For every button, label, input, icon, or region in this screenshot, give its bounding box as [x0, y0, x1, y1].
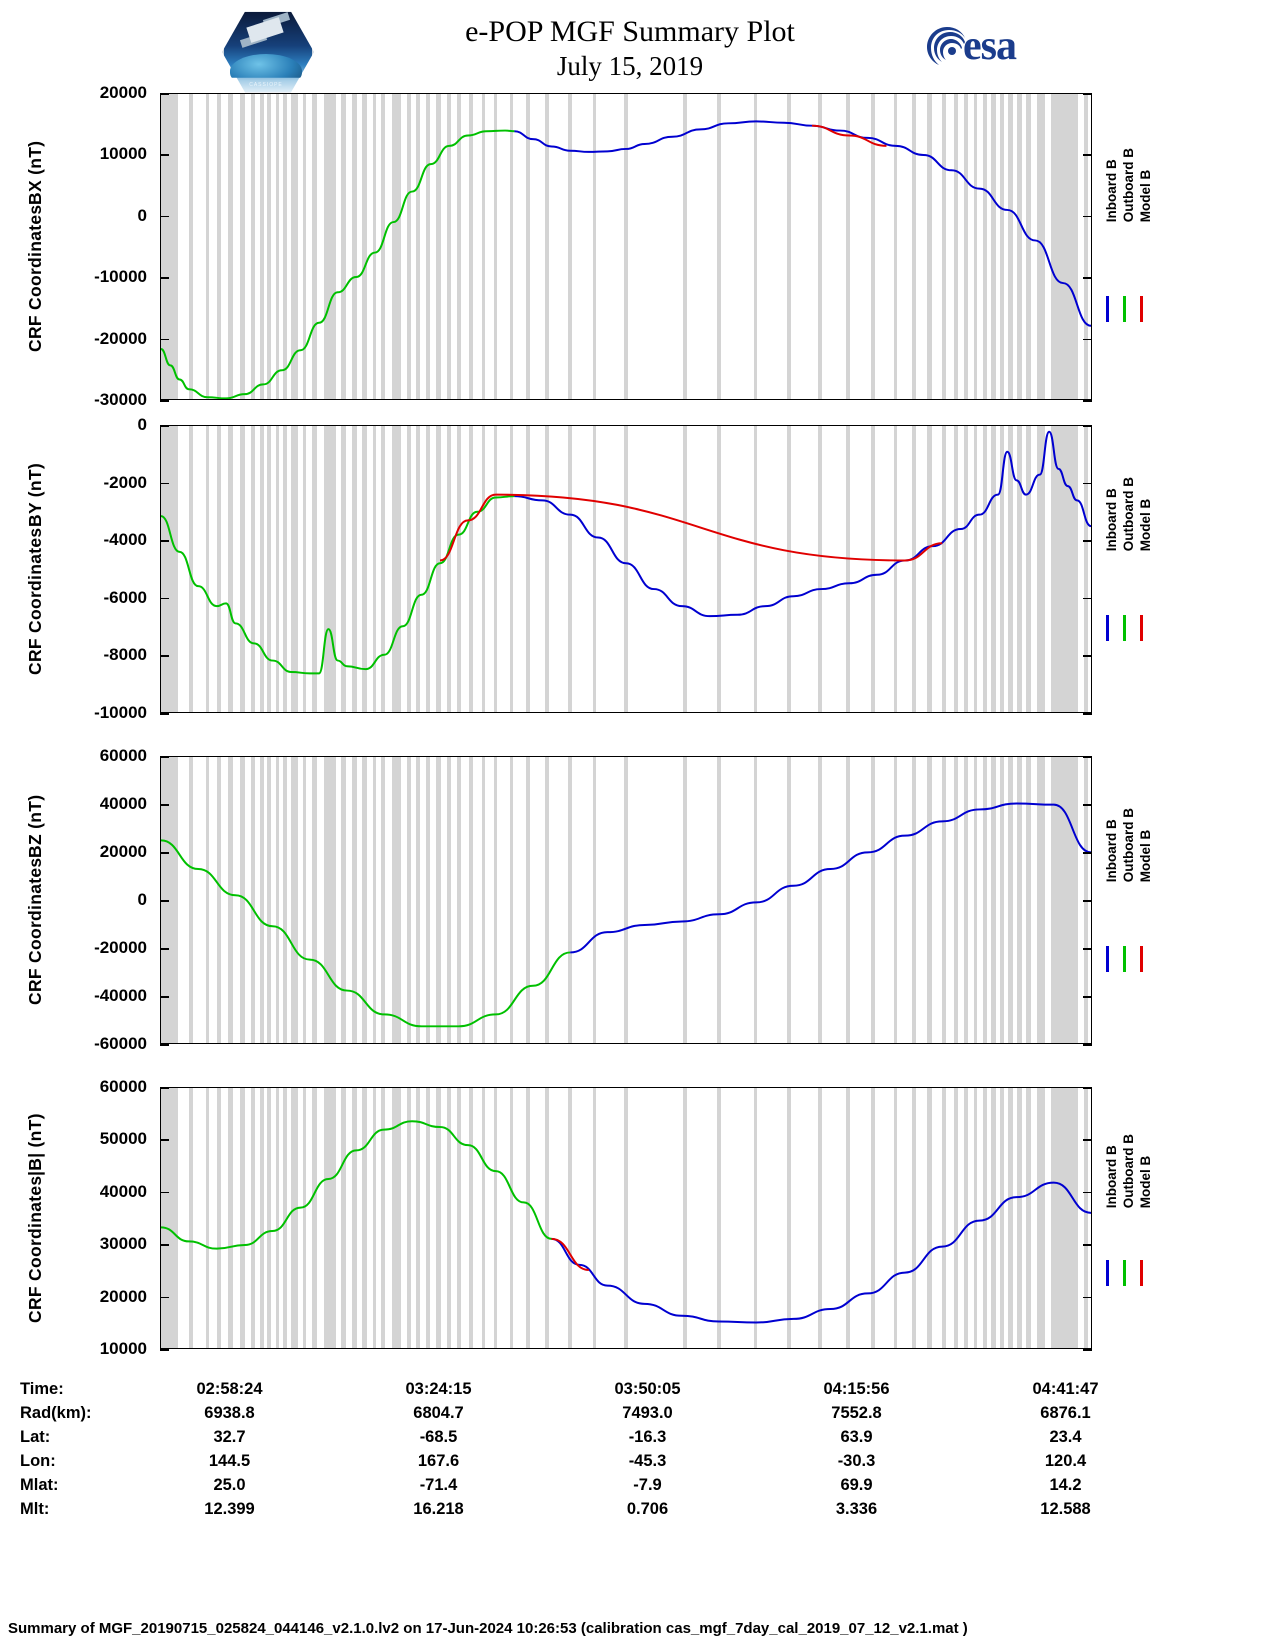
y-axis-tick-label: 50000 [99, 1129, 147, 1149]
ephemeris-row-label: Rad(km): [20, 1403, 92, 1422]
y-axis-tick-mark [1083, 216, 1092, 218]
y-axis-tick-label: 0 [137, 205, 147, 225]
ephemeris-row [20, 1473, 1170, 1497]
y-axis-tick-mark [1083, 1244, 1092, 1246]
y-axis-tick-label: -20000 [94, 328, 147, 348]
ephemeris-value: 144.5 [208, 1451, 251, 1470]
y-axis-label [22, 103, 46, 390]
esa-logo-icon [925, 20, 1055, 72]
mission-logo-text: CASSIOPE [249, 82, 283, 88]
trace-inboard-b [514, 121, 1091, 325]
ephemeris-row-label: Lat: [20, 1427, 51, 1446]
y-axis-tick-label: -30000 [94, 390, 147, 409]
y-axis-tick-mark [160, 540, 169, 542]
y-axis-label-line: CRF Coordinates [25, 527, 45, 675]
y-axis-tick-label: 0 [137, 415, 147, 434]
y-axis-tick-mark [160, 93, 169, 95]
y-axis-label-line: BZ (nT) [25, 794, 45, 858]
y-axis-tick-label: 60000 [99, 746, 147, 765]
y-axis-tick-label: -8000 [103, 645, 147, 665]
legend [1100, 808, 1170, 1010]
ephemeris-value: 3.336 [835, 1499, 878, 1518]
trace-model-b [812, 126, 886, 146]
y-axis-tick-label: 60000 [99, 1077, 147, 1096]
legend-swatch-inboard-b [1106, 1260, 1109, 1286]
mission-logo-icon [222, 6, 310, 94]
y-axis-tick-mark [1083, 483, 1092, 485]
y-axis-tick-mark [1083, 154, 1092, 156]
y-axis-tick-mark [160, 216, 169, 218]
y-axis-label-line: CRF Coordinates [25, 204, 45, 353]
y-axis-label-line: CRF Coordinates [25, 1175, 45, 1324]
y-axis-tick-mark [160, 1244, 169, 1246]
y-axis-tick-mark [1083, 1349, 1092, 1351]
ephemeris-value: -7.9 [633, 1475, 662, 1494]
trace-layer [161, 1088, 1091, 1348]
y-axis-tick-mark [160, 425, 169, 427]
trace-inboard-b [552, 1183, 1091, 1323]
ephemeris-value: 6876.1 [1040, 1403, 1091, 1422]
ephemeris-value: 03:24:15 [405, 1379, 472, 1398]
ephemeris-row [20, 1497, 1170, 1521]
legend-item-outboard-b: Outboard B [1121, 148, 1136, 223]
legend-swatch-outboard-b [1123, 946, 1126, 972]
y-axis-tick-mark [1083, 1044, 1092, 1046]
ephemeris-value: 14.2 [1049, 1475, 1082, 1494]
y-axis-tick-mark [1083, 277, 1092, 279]
ephemeris-row-label: Lon: [20, 1451, 56, 1470]
page-title [320, 14, 940, 83]
y-axis-tick-mark [160, 713, 169, 715]
ephemeris-value: -16.3 [628, 1427, 667, 1446]
ephemeris-value: 6804.7 [413, 1403, 464, 1422]
y-axis-tick-label: 0 [137, 890, 147, 909]
y-axis-label [22, 1097, 46, 1339]
ephemeris-value: 69.9 [840, 1475, 873, 1494]
trace-model-b [440, 495, 942, 561]
legend-item-model-b: Model B [1138, 1155, 1153, 1209]
ephemeris-value: 16.218 [413, 1499, 464, 1518]
y-axis-tick-mark [160, 1139, 169, 1141]
legend [1100, 1134, 1170, 1317]
ephemeris-row [20, 1425, 1170, 1449]
legend-swatch-outboard-b [1123, 296, 1126, 322]
y-axis-tick-mark [1083, 948, 1092, 950]
plot-panel-1 [160, 93, 1092, 400]
plot-panel-4 [160, 1087, 1092, 1349]
summary-caption: Summary of MGF_20190715_025824_044146_v2.1.0.lv2 on 17-Jun-2024 10:26:53 (calibration cas_mgf_7day_cal_2019_07_12_v2.1.mat ) [8, 1620, 968, 1637]
y-axis-tick-mark [1083, 900, 1092, 902]
legend-swatch-inboard-b [1106, 615, 1109, 641]
y-axis-tick-mark [160, 339, 169, 341]
page-header [0, 0, 1275, 92]
y-axis-tick-mark [1083, 93, 1092, 95]
y-axis-tick-mark [160, 655, 169, 657]
ephemeris-value: -45.3 [628, 1451, 667, 1470]
legend-item-inboard-b: Inboard B [1104, 819, 1119, 883]
ephemeris-value: 04:41:47 [1032, 1379, 1099, 1398]
y-axis-tick-mark [1083, 1297, 1092, 1299]
legend-swatch-outboard-b [1123, 615, 1126, 641]
plot-panel-3 [160, 756, 1092, 1044]
legend-item-inboard-b: Inboard B [1104, 159, 1119, 223]
y-axis-tick-label: -6000 [103, 587, 147, 607]
ephemeris-value: 63.9 [840, 1427, 873, 1446]
legend [1100, 477, 1170, 679]
y-axis-tick-mark [1083, 400, 1092, 402]
esa-wordmark: esa [963, 23, 1016, 69]
y-axis-tick-label: -20000 [94, 938, 147, 957]
legend [1100, 148, 1170, 363]
ephemeris-value: 120.4 [1044, 1451, 1087, 1470]
y-axis-tick-label: 10000 [99, 1339, 147, 1358]
y-axis-tick-mark [160, 804, 169, 806]
y-axis-tick-mark [160, 154, 169, 156]
y-axis-tick-label: -10000 [94, 703, 147, 722]
ephemeris-row-label: Time: [20, 1379, 64, 1398]
legend-item-model-b: Model B [1138, 498, 1153, 552]
y-axis-label-line: CRF Coordinates [25, 857, 45, 1006]
legend-item-model-b: Model B [1138, 829, 1153, 883]
plot-panel-2 [160, 425, 1092, 713]
trace-outboard-b [161, 131, 514, 399]
ephemeris-value: 03:50:05 [614, 1379, 681, 1398]
y-axis-tick-label: 20000 [99, 842, 147, 861]
ephemeris-value: 12.588 [1040, 1499, 1091, 1518]
ephemeris-value: 32.7 [213, 1427, 246, 1446]
y-axis-tick-mark [160, 948, 169, 950]
y-axis-tick-mark [1083, 425, 1092, 427]
y-axis-tick-label: -10000 [94, 267, 147, 287]
y-axis-tick-mark [160, 483, 169, 485]
legend-swatch-inboard-b [1106, 946, 1109, 972]
ephemeris-row-label: Mlt: [20, 1499, 50, 1518]
legend-swatch-model-b [1140, 296, 1143, 322]
ephemeris-value: 12.399 [204, 1499, 255, 1518]
title-subtitle: July 15, 2019 [556, 51, 704, 81]
ephemeris-table [20, 1377, 1170, 1521]
y-axis-tick-mark [1083, 804, 1092, 806]
legend-item-inboard-b: Inboard B [1104, 1145, 1119, 1209]
y-axis-tick-mark [1083, 655, 1092, 657]
y-axis-tick-mark [160, 400, 169, 402]
y-axis-tick-mark [1083, 540, 1092, 542]
legend-swatch-outboard-b [1123, 1260, 1126, 1286]
legend-item-outboard-b: Outboard B [1121, 476, 1136, 552]
ephemeris-value: -71.4 [419, 1475, 458, 1494]
y-axis-tick-label: 20000 [99, 83, 147, 102]
trace-outboard-b [161, 840, 570, 1026]
y-axis-tick-mark [160, 996, 169, 998]
ephemeris-value: 7493.0 [622, 1403, 673, 1422]
y-axis-tick-mark [160, 1087, 169, 1089]
ephemeris-value: -68.5 [419, 1427, 458, 1446]
ephemeris-value: 167.6 [417, 1451, 460, 1470]
y-axis-label-line: |B| (nT) [25, 1112, 45, 1176]
trace-inboard-b [514, 432, 1091, 616]
ephemeris-value: 25.0 [213, 1475, 246, 1494]
y-axis-tick-mark [1083, 598, 1092, 600]
y-axis-tick-mark [1083, 996, 1092, 998]
trace-layer [161, 426, 1091, 712]
y-axis-tick-label: 20000 [99, 1286, 147, 1306]
ephemeris-value: 0.706 [626, 1499, 669, 1518]
trace-inboard-b [570, 803, 1091, 952]
y-axis-tick-label: 10000 [99, 144, 147, 164]
y-axis-tick-mark [160, 1192, 169, 1194]
y-axis-tick-label: -4000 [103, 530, 147, 550]
legend-swatch-model-b [1140, 1260, 1143, 1286]
y-axis-tick-mark [160, 756, 169, 758]
ephemeris-row [20, 1401, 1170, 1425]
y-axis-tick-mark [160, 277, 169, 279]
y-axis-tick-mark [1083, 713, 1092, 715]
trace-layer [161, 757, 1091, 1043]
ephemeris-row [20, 1449, 1170, 1473]
y-axis-tick-mark [1083, 339, 1092, 341]
y-axis-label-line: BX (nT) [25, 140, 45, 205]
y-axis-label [22, 766, 46, 1034]
legend-item-outboard-b: Outboard B [1121, 807, 1136, 883]
ephemeris-value: -30.3 [837, 1451, 876, 1470]
ephemeris-row [20, 1377, 1170, 1401]
legend-swatch-model-b [1140, 615, 1143, 641]
ephemeris-value: 6938.8 [204, 1403, 255, 1422]
y-axis-tick-mark [1083, 1139, 1092, 1141]
y-axis-tick-mark [1083, 1087, 1092, 1089]
y-axis-tick-label: 40000 [99, 794, 147, 813]
y-axis-tick-mark [160, 598, 169, 600]
trace-layer [161, 94, 1091, 399]
legend-swatch-inboard-b [1106, 296, 1109, 322]
y-axis-tick-mark [160, 852, 169, 854]
y-axis-tick-mark [160, 900, 169, 902]
y-axis-tick-label: 40000 [99, 1181, 147, 1201]
y-axis-tick-mark [1083, 852, 1092, 854]
y-axis-tick-label: -60000 [94, 1034, 147, 1053]
y-axis-tick-mark [160, 1349, 169, 1351]
legend-item-inboard-b: Inboard B [1104, 488, 1119, 552]
y-axis-label-line: BY (nT) [25, 463, 45, 528]
y-axis-tick-mark [160, 1044, 169, 1046]
y-axis-tick-mark [160, 1297, 169, 1299]
y-axis-label [22, 435, 46, 703]
ephemeris-value: 7552.8 [831, 1403, 882, 1422]
y-axis-tick-mark [1083, 1192, 1092, 1194]
ephemeris-row-label: Mlat: [20, 1475, 59, 1494]
y-axis-tick-label: -2000 [103, 472, 147, 492]
ephemeris-value: 02:58:24 [196, 1379, 263, 1398]
legend-swatch-model-b [1140, 946, 1143, 972]
ephemeris-value: 23.4 [1049, 1427, 1082, 1446]
y-axis-tick-label: -40000 [94, 986, 147, 1005]
trace-outboard-b [161, 1121, 552, 1248]
title-main: e-POP MGF Summary Plot [465, 15, 795, 48]
y-axis-tick-label: 30000 [99, 1234, 147, 1254]
ephemeris-value: 04:15:56 [823, 1379, 890, 1398]
legend-item-model-b: Model B [1138, 170, 1153, 223]
legend-item-outboard-b: Outboard B [1121, 1134, 1136, 1209]
y-axis-tick-mark [1083, 756, 1092, 758]
